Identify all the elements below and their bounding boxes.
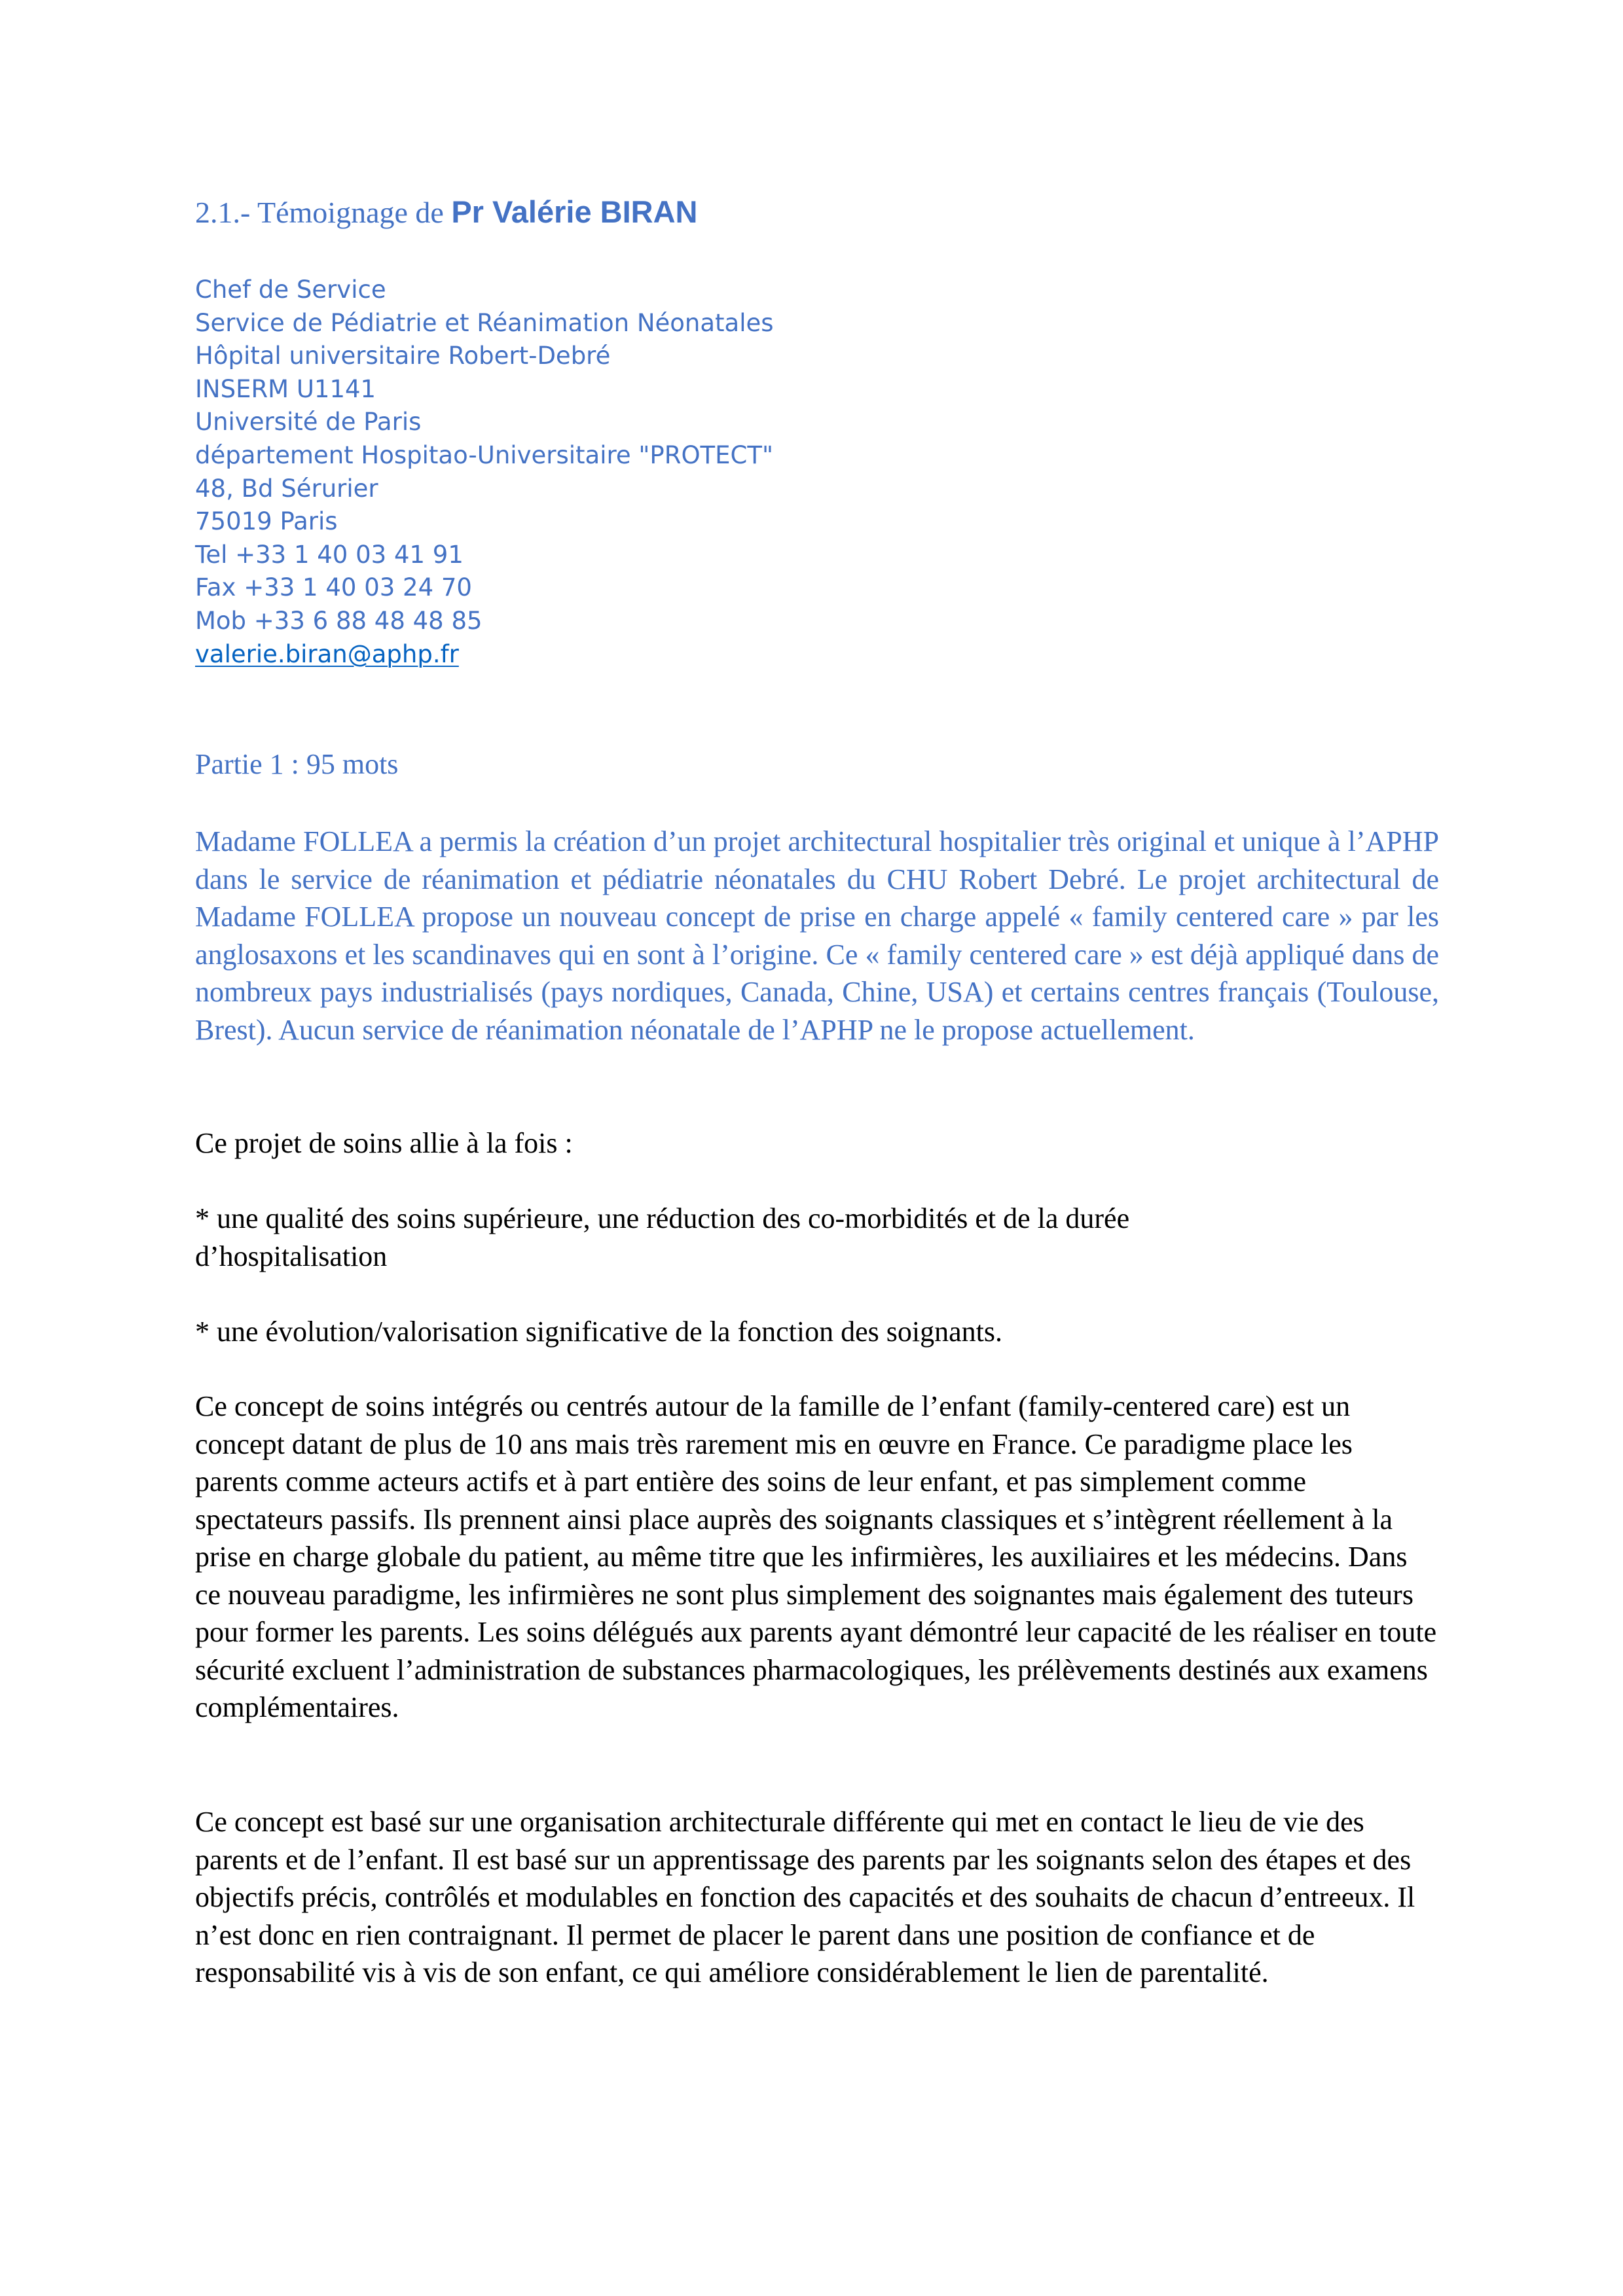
concept-paragraph: Ce concept est basé sur une organisation architecturale différente qui met en contact le lieu de vie des parents et de l’enfant. Il est basé sur un apprentissage des parents par les soignants selon des étapes et des objectifs précis, contrôlés et modulables en fonction des capacités et des souhaits de chacun d’entreeux. Il n’est donc en rien contraignant. Il permet de placer le parent dans une position de confiance et de responsabilité vis à vis de son enfant, ce qui améliore considérablement le lien de parentalité. — [195, 1806, 1415, 1988]
contact-line: 48, Bd Sérurier — [195, 474, 378, 503]
contact-line: Service de Pédiatrie et Réanimation Néonatales — [195, 308, 774, 337]
heading-name: Pr Valérie BIRAN — [451, 194, 698, 229]
contact-line: Hôpital universitaire Robert-Debré — [195, 342, 611, 370]
part-title: Partie 1 : 95 mots — [195, 748, 399, 780]
contact-line: Mob +33 6 88 48 48 85 — [195, 606, 483, 635]
contact-line: Tel +33 1 40 03 41 91 — [195, 540, 464, 569]
contact-line: département Hospitao-Universitaire "PROTECT" — [195, 440, 773, 469]
allie-paragraph: Ce projet de soins allie à la fois : — [195, 1127, 573, 1159]
email-link[interactable]: valerie.biran@aphp.fr — [195, 639, 459, 668]
heading-prefix: 2.1.- Témoignage de — [195, 196, 452, 229]
section-heading — [195, 194, 698, 230]
contact-line: Chef de Service — [195, 276, 386, 304]
contact-line: Université de Paris — [195, 408, 422, 437]
contact-line: INSERM U1141 — [195, 374, 376, 403]
contact-line: Fax +33 1 40 03 24 70 — [195, 573, 472, 602]
concept-paragraph: Ce concept de soins intégrés ou centrés autour de la famille de l’enfant (family-centered care) est un concept datant de plus de 10 ans mais très rarement mis en œuvre en France. Ce paradigme place les parents comme acteurs actifs et à part entière des soins de leur enfant, et pas simplement comme spectateurs passifs. Ils prennent ainsi place auprès des soignants classiques et s’intègrent réellement à la prise en charge globale du patient, au même titre que les infirmières, les auxiliaires et les médecins. Dans ce nouveau paradigme, les infirmières ne sont plus simplement des soignantes mais également des tuteurs pour former les parents. Les soins délégués aux parents ayant démontré leur capacité de les réaliser en toute sécurité excluent l’administration de substances pharmacologiques, les prélèvements destinés aux examens complémentaires. — [195, 1390, 1437, 1723]
intro-paragraph: Madame FOLLEA a permis la création d’un projet architectural hospitalier très original et unique à l’APHP dans le service de réanimation et pédiatrie néonatales du CHU Robert Debré. Le projet architectural de Madame FOLLEA propose un nouveau concept de prise en charge appelé « family centered care » par les anglosaxons et les scandinaves qui en sont à l’origine. Ce « family centered care » est déjà appliqué dans de nombreux pays industrialisés (pays nordiques, Canada, Chine, USA) et certains centres français (Toulouse, Brest). Aucun service de réanimation néonatale de l’APHP ne le propose actuellement. — [195, 825, 1439, 1046]
contact-block — [195, 274, 774, 671]
bullet-item: * une évolution/valorisation significative de la fonction des soignants. — [195, 1316, 1002, 1348]
contact-line: 75019 Paris — [195, 507, 338, 536]
bullet-item: * une qualité des soins supérieure, une réduction des co-morbidités et de la durée d’hospitalisation — [195, 1202, 1130, 1272]
